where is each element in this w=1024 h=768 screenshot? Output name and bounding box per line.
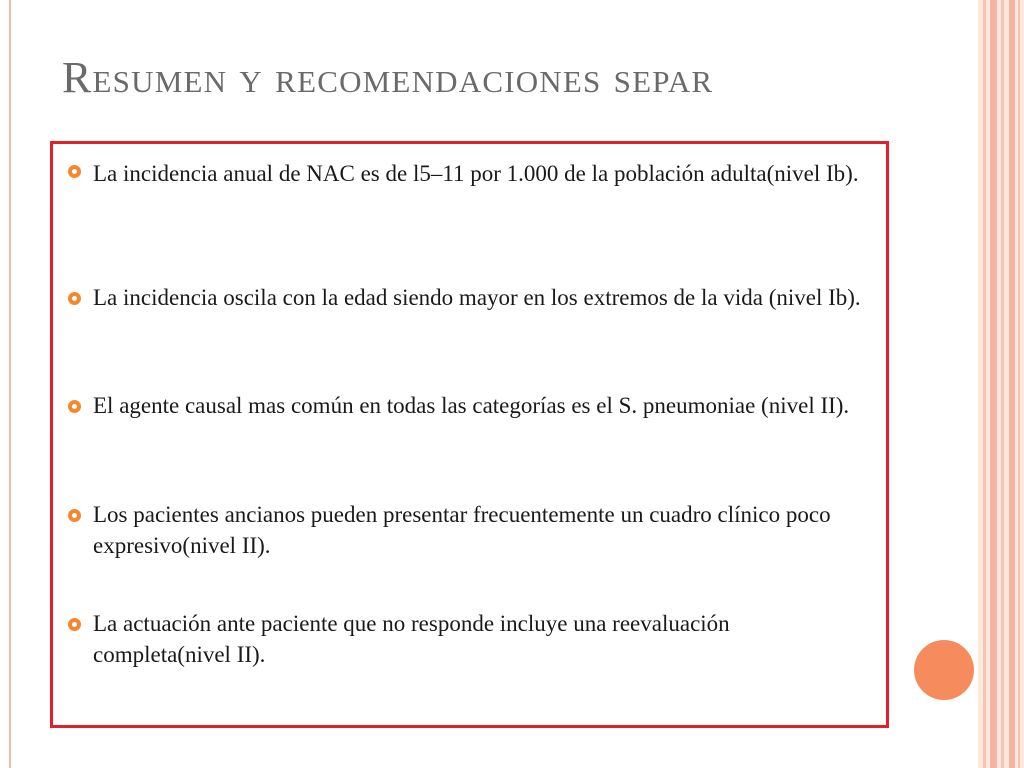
right-stripe <box>1001 0 1004 768</box>
right-stripe <box>1018 0 1020 768</box>
bullet-dot-icon <box>68 509 81 522</box>
decorative-orange-circle <box>914 640 974 700</box>
bullet-text: La actuación ante paciente que no responde incluye una reevaluación completa(nivel II). <box>93 611 730 667</box>
bullet-dot-icon <box>68 165 81 178</box>
right-stripe <box>1009 0 1015 768</box>
bullet-text: El agente causal mas común en todas las categorías es el S. pneumoniae (nivel II). <box>93 393 850 418</box>
bullet-item <box>93 499 868 561</box>
bullet-text: La incidencia anual de NAC es de l5–11 por 1.000 de la población adulta(nivel Ib). <box>93 161 859 186</box>
bullet-item <box>93 155 868 193</box>
bullet-item <box>93 608 868 670</box>
left-decorative-rule <box>9 0 11 768</box>
bullet-text: La incidencia oscila con la edad siendo mayor en los extremos de la vida (nivel Ib). <box>93 285 861 310</box>
right-stripe <box>990 0 997 768</box>
content-box <box>50 141 889 728</box>
right-stripe <box>983 0 986 768</box>
bullet-dot-icon <box>68 400 81 413</box>
slide-title: Resumen y recomendaciones separ <box>62 53 714 102</box>
bullet-dot-icon <box>68 292 81 305</box>
bullet-text: Los pacientes ancianos pueden presentar frecuentemente un cuadro clínico poco expresivo(nivel II). <box>93 502 831 558</box>
bullet-item <box>93 282 868 313</box>
bullet-item <box>93 390 868 421</box>
bullet-dot-icon <box>68 618 81 631</box>
